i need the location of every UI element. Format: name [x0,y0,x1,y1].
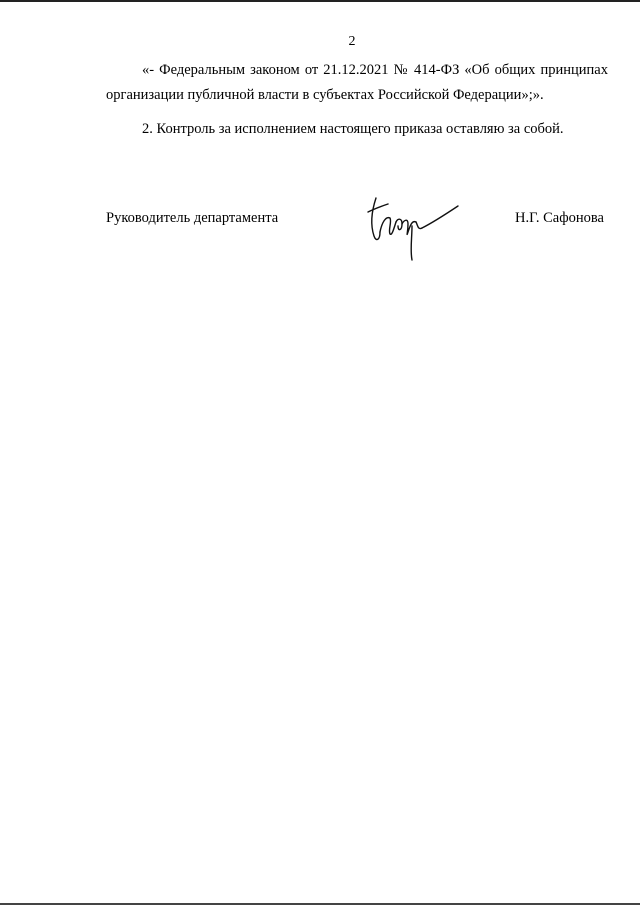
document-body [106,58,608,142]
page-number: 2 [348,34,356,49]
signer-title: Руководитель департамента [106,210,279,226]
top-border-line [0,0,640,2]
paragraph-federal-law-quote: «- Федеральным законом от 21.12.2021 № 414-ФЗ «Об общих принципах организации публичной власти в субъектах Российской Федерации»;». [106,62,608,103]
signer-name: Н.Г. Сафонова [515,210,604,226]
signature-block [106,208,604,268]
handwritten-signature-icon [362,192,462,264]
paragraph-control-clause: 2. Контроль за исполнением настоящего приказа оставляю за собой. [142,121,564,137]
